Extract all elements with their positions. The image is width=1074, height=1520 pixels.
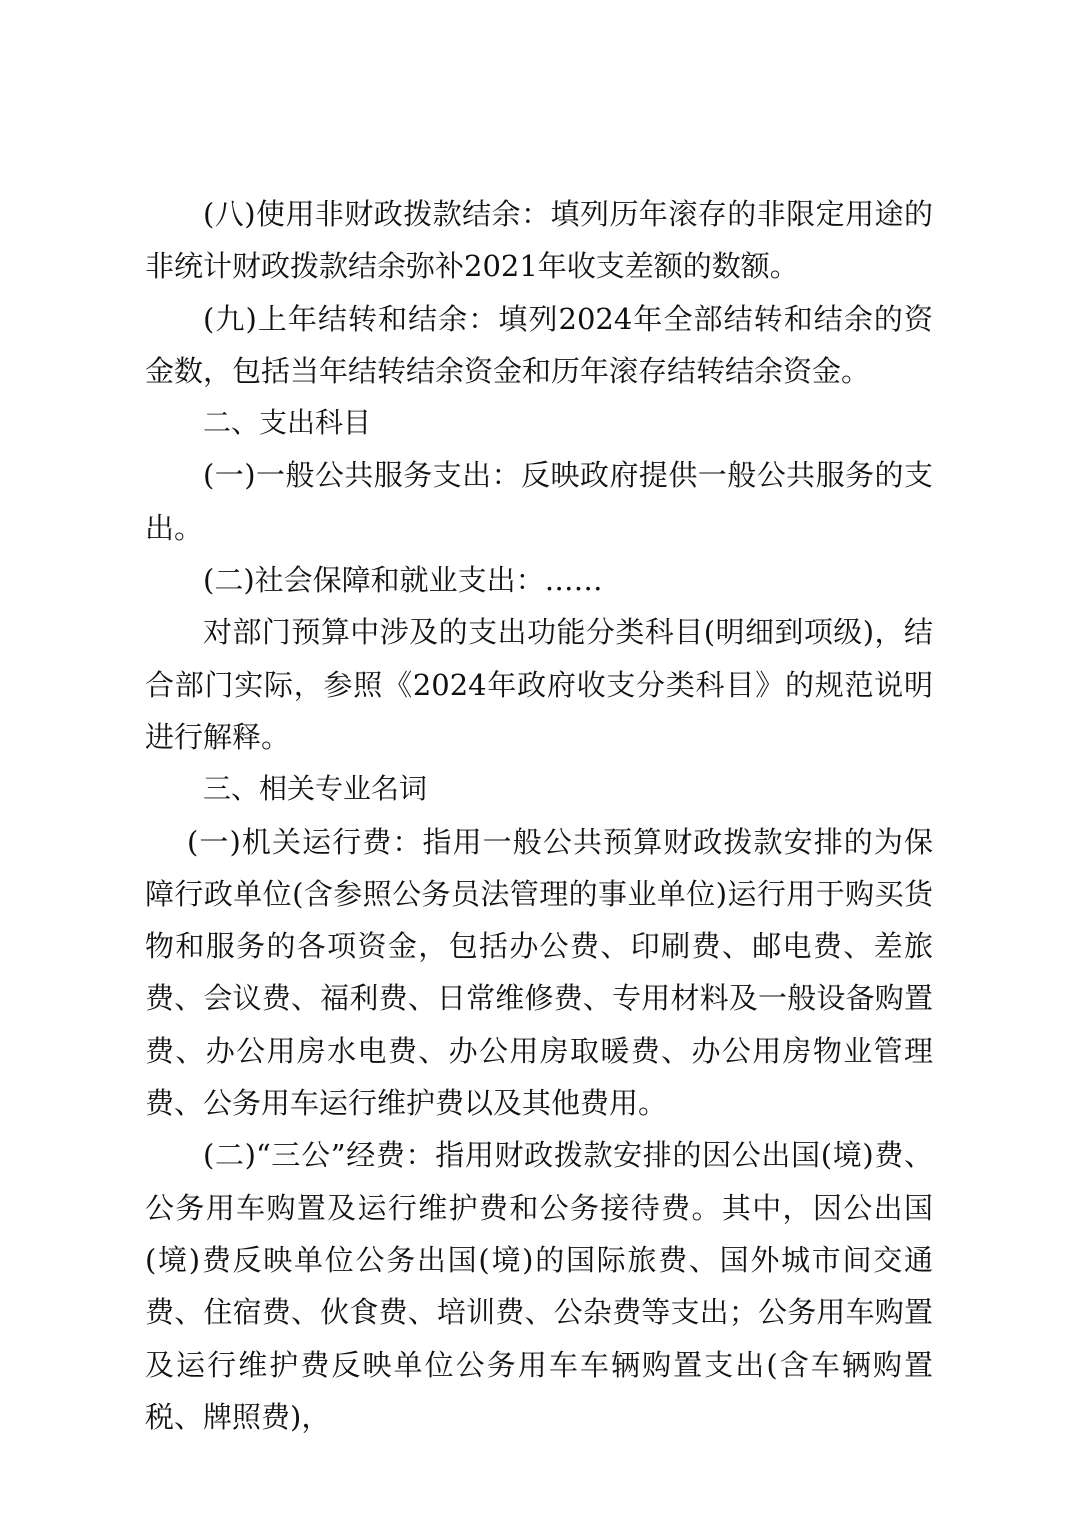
section-heading-expenditure-items: 二、支出科目 [203,406,372,440]
paragraph-non-fiscal-surplus: (八)使用非财政拨款结余：填列历年滚存的非限定用途的非统计财政拨款结余弥补2021年收支差额的数额。 [145,197,933,284]
section-heading-terms: 三、相关专业名词 [203,772,428,806]
paragraph-classification-note: 对部门预算中涉及的支出功能分类科目(明细到项级)，结合部门实际，参照《2024年政府收支分类科目》的规范说明进行解释。 [145,615,933,754]
paragraph-three-public-expenses: (二)“三公”经费：指用财政拨款安排的因公出国(境)费、公务用车购置及运行维护费和公务接待费。其中，因公出国(境)费反映单位公务出国(境)的国际旅费、国外城市间交通费、住宿费、伙食费、培训费、公杂费等支出；公务用车购置及运行维护费反映单位公务用车车辆购置支出(含车辆购置税、牌照费)， [145,1138,933,1434]
paragraph-social-security: (二)社会保障和就业支出：…… [203,563,603,598]
paragraph-operating-expenses: (一)机关运行费：指用一般公共预算财政拨款安排的为保障行政单位(含参照公务员法管理的事业单位)运行用于购买货物和服务的各项资金，包括办公费、印刷费、邮电费、差旅费、会议费、福利费、日常维修费、专用材料及一般设备购置费、办公用房水电费、办公用房取暖费、办公用房物业管理费、公务用车运行维护费以及其他费用。 [145,824,933,1121]
paragraph-prior-year-carryover: (九)上年结转和结余：填列2024年全部结转和结余的资金数，包括当年结转结余资金和历年滚存结转结余资金。 [145,301,933,388]
document-body [145,188,933,1443]
paragraph-general-public-services: (一)一般公共服务支出：反映政府提供一般公共服务的支出。 [145,458,933,545]
